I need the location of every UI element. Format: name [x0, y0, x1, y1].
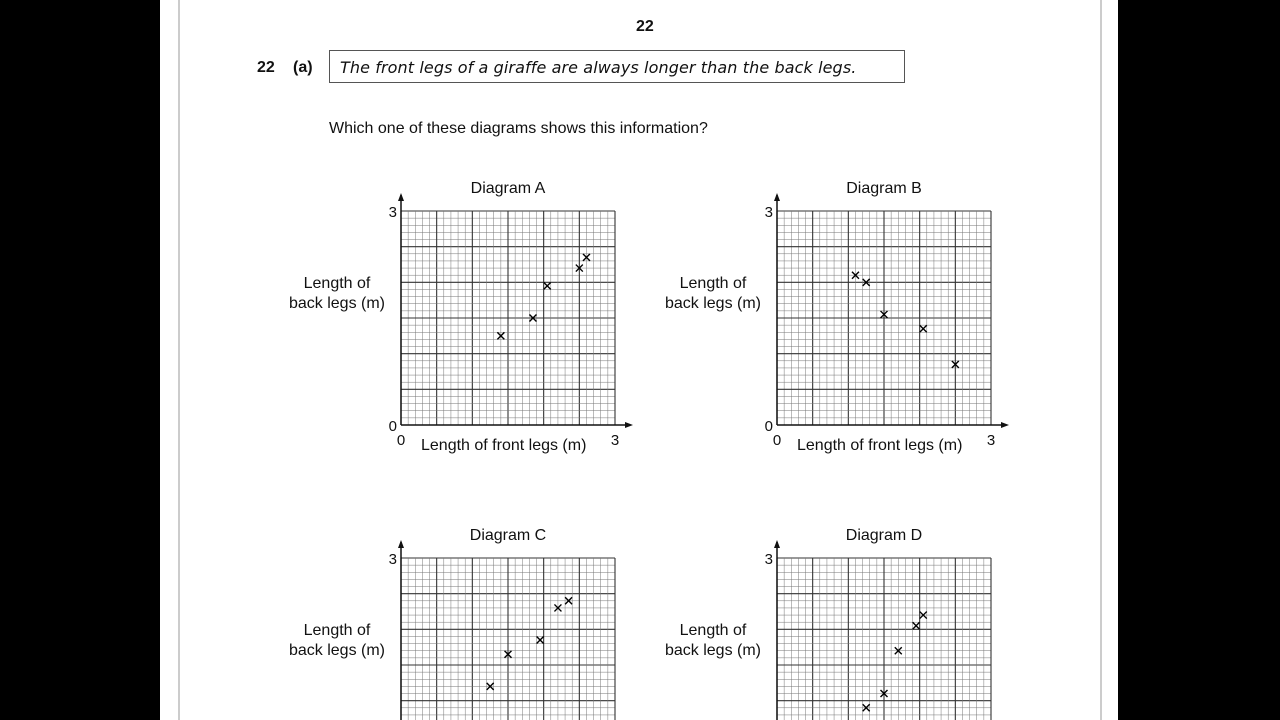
- question-part-label: (a): [293, 59, 313, 76]
- y-axis-label-line1: Length of: [303, 622, 371, 639]
- y-axis-label-line1: Length of: [303, 275, 371, 292]
- data-point-cross: [920, 325, 927, 332]
- question-text: Which one of these diagrams shows this information?: [329, 120, 708, 137]
- diagram-title: Diagram A: [470, 180, 546, 197]
- y-axis-label-line2: back legs (m): [664, 295, 762, 312]
- x-axis-arrow: [625, 422, 633, 428]
- data-point-cross: [913, 622, 920, 629]
- y-tick-label: 3: [388, 204, 397, 221]
- y-tick-label: 3: [764, 551, 773, 568]
- y-tick-label: 0: [764, 418, 773, 435]
- y-axis-label-line2: back legs (m): [664, 642, 762, 659]
- statement-box: The front legs of a giraffe are always longer than the back legs.: [329, 50, 905, 83]
- question-number: 22: [257, 59, 275, 76]
- x-tick-label: 0: [772, 432, 782, 449]
- y-tick-label: 3: [764, 204, 773, 221]
- y-tick-label: 0: [388, 418, 397, 435]
- diagram-title: Diagram C: [469, 527, 547, 544]
- y-tick-label: 3: [388, 551, 397, 568]
- y-axis-label-line2: back legs (m): [288, 295, 386, 312]
- y-axis-label-line2: back legs (m): [288, 642, 386, 659]
- y-axis-label-line1: Length of: [679, 622, 747, 639]
- diagram-c: [289, 527, 633, 720]
- y-axis-arrow: [774, 540, 780, 548]
- diagram-a: [289, 180, 633, 454]
- x-axis-label: Length of front legs (m): [421, 437, 587, 454]
- x-tick-label: 0: [396, 432, 406, 449]
- diagram-title: Diagram D: [845, 527, 923, 544]
- x-axis-label: Length of front legs (m): [797, 437, 963, 454]
- page-number: 22: [636, 18, 654, 35]
- diagram-title: Diagram B: [846, 180, 922, 197]
- diagram-d: [665, 527, 1009, 720]
- diagram-b: [665, 180, 1009, 454]
- x-tick-label: 3: [986, 432, 996, 449]
- y-axis-label-line1: Length of: [679, 275, 747, 292]
- data-point-cross: [537, 637, 544, 644]
- y-axis-arrow: [398, 193, 404, 201]
- x-tick-label: 3: [610, 432, 620, 449]
- x-axis-arrow: [1001, 422, 1009, 428]
- data-point-cross: [544, 282, 551, 289]
- y-axis-arrow: [398, 540, 404, 548]
- y-axis-arrow: [774, 193, 780, 201]
